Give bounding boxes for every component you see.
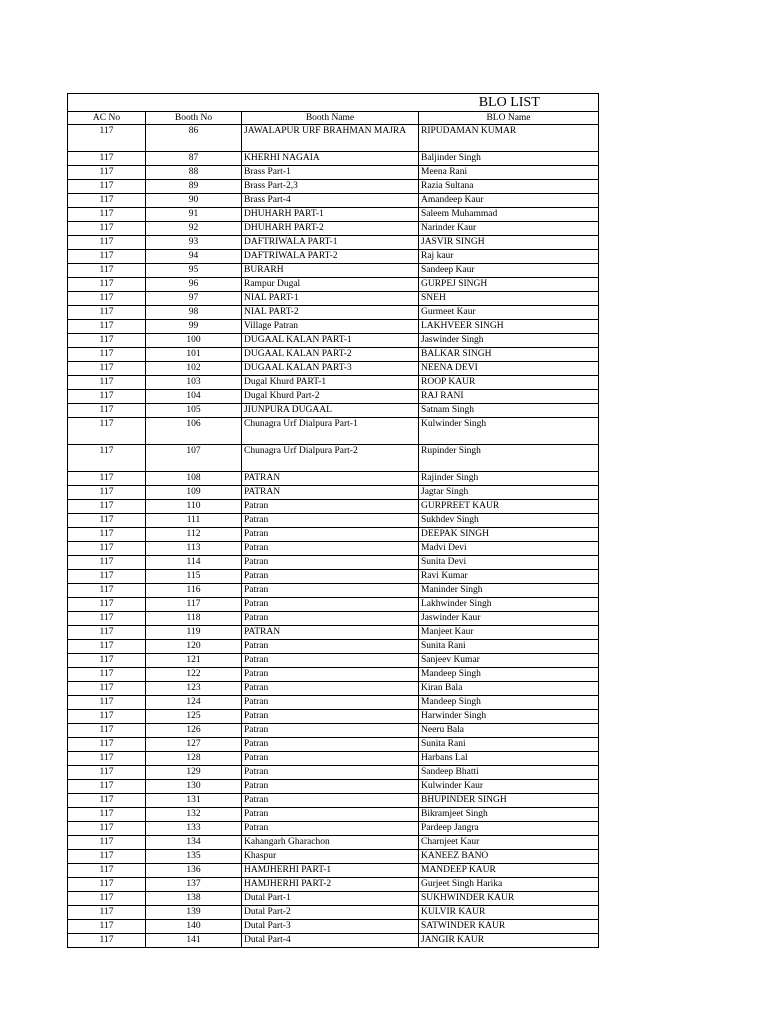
table-row (68, 236, 599, 250)
header-booth-no: Booth No (146, 112, 242, 125)
table-row (68, 724, 599, 738)
table-row (68, 194, 599, 208)
ac-no-cell: 117 (68, 612, 146, 626)
booth-name-cell: DUGAAL KALAN PART-3 (242, 362, 419, 376)
ac-no-cell: 117 (68, 404, 146, 418)
blo-name-cell: Sunita Rani (419, 738, 599, 752)
blo-name-cell: RAJ RANI (419, 390, 599, 404)
booth-no-cell: 94 (146, 250, 242, 264)
table-row (68, 278, 599, 292)
booth-no-cell: 136 (146, 864, 242, 878)
blo-name-cell: Harbans Lal (419, 752, 599, 766)
booth-no-cell: 93 (146, 236, 242, 250)
ac-no-cell: 117 (68, 626, 146, 640)
booth-no-cell: 106 (146, 418, 242, 445)
blo-name-cell: Jaswinder Kaur (419, 612, 599, 626)
booth-name-cell: Brass Part-1 (242, 166, 419, 180)
booth-name-cell: DAFTRIWALA PART-2 (242, 250, 419, 264)
table-row (68, 152, 599, 166)
table-row (68, 598, 599, 612)
booth-name-cell: Khaspur (242, 850, 419, 864)
booth-name-cell: DUGAAL KALAN PART-2 (242, 348, 419, 362)
booth-name-cell: Patran (242, 752, 419, 766)
blo-name-cell: BALKAR SINGH (419, 348, 599, 362)
booth-no-cell: 103 (146, 376, 242, 390)
ac-no-cell: 117 (68, 348, 146, 362)
booth-name-cell: DHUHARH PART-2 (242, 222, 419, 236)
booth-name-cell: DAFTRIWALA PART-1 (242, 236, 419, 250)
table-row (68, 738, 599, 752)
blo-name-cell: Kulwinder Kaur (419, 780, 599, 794)
booth-no-cell: 107 (146, 445, 242, 472)
booth-no-cell: 97 (146, 292, 242, 306)
ac-no-cell: 117 (68, 390, 146, 404)
booth-no-cell: 100 (146, 334, 242, 348)
blo-name-cell: Lakhwinder Singh (419, 598, 599, 612)
blo-name-cell: Jagtar Singh (419, 486, 599, 500)
ac-no-cell: 117 (68, 472, 146, 486)
booth-name-cell: KHERHI NAGAIA (242, 152, 419, 166)
table-row (68, 445, 599, 472)
blo-name-cell: JANGIR KAUR (419, 934, 599, 948)
ac-no-cell: 117 (68, 780, 146, 794)
booth-no-cell: 137 (146, 878, 242, 892)
blo-name-cell: SATWINDER KAUR (419, 920, 599, 934)
ac-no-cell: 117 (68, 640, 146, 654)
table-row (68, 864, 599, 878)
table-row (68, 584, 599, 598)
booth-no-cell: 86 (146, 125, 242, 152)
header-booth-name: Booth Name (242, 112, 419, 125)
ac-no-cell: 117 (68, 934, 146, 948)
booth-no-cell: 99 (146, 320, 242, 334)
table-row (68, 292, 599, 306)
table-row (68, 320, 599, 334)
blo-name-cell: JASVIR SINGH (419, 236, 599, 250)
ac-no-cell: 117 (68, 920, 146, 934)
blo-name-cell: MANDEEP KAUR (419, 864, 599, 878)
booth-no-cell: 134 (146, 836, 242, 850)
booth-no-cell: 88 (146, 166, 242, 180)
booth-name-cell: Patran (242, 682, 419, 696)
ac-no-cell: 117 (68, 180, 146, 194)
booth-name-cell: Rampur Dugal (242, 278, 419, 292)
ac-no-cell: 117 (68, 724, 146, 738)
blo-name-cell: Meena Rani (419, 166, 599, 180)
booth-no-cell: 92 (146, 222, 242, 236)
ac-no-cell: 117 (68, 500, 146, 514)
table-body (68, 125, 599, 948)
booth-name-cell: Patran (242, 654, 419, 668)
table-row (68, 404, 599, 418)
ac-no-cell: 117 (68, 418, 146, 445)
table-row (68, 696, 599, 710)
table-row (68, 878, 599, 892)
booth-name-cell: NIAL PART-1 (242, 292, 419, 306)
table-row (68, 556, 599, 570)
table-row (68, 514, 599, 528)
blo-name-cell: Sunita Rani (419, 640, 599, 654)
booth-no-cell: 89 (146, 180, 242, 194)
booth-no-cell: 126 (146, 724, 242, 738)
ac-no-cell: 117 (68, 320, 146, 334)
booth-name-cell: Patran (242, 710, 419, 724)
booth-name-cell: DHUHARH PART-1 (242, 208, 419, 222)
ac-no-cell: 117 (68, 278, 146, 292)
blo-name-cell: KULVIR KAUR (419, 906, 599, 920)
table-row (68, 362, 599, 376)
ac-no-cell: 117 (68, 766, 146, 780)
booth-name-cell: Patran (242, 668, 419, 682)
blo-name-cell: SUKHWINDER KAUR (419, 892, 599, 906)
table-row (68, 710, 599, 724)
booth-no-cell: 91 (146, 208, 242, 222)
booth-no-cell: 133 (146, 822, 242, 836)
blo-name-cell: LAKHVEER SINGH (419, 320, 599, 334)
table-row (68, 822, 599, 836)
ac-no-cell: 117 (68, 194, 146, 208)
table-row (68, 208, 599, 222)
booth-name-cell: Brass Part-4 (242, 194, 419, 208)
blo-name-cell: Saleem Muhammad (419, 208, 599, 222)
blo-name-cell: Sandeep Bhatti (419, 766, 599, 780)
table-row (68, 668, 599, 682)
table-row (68, 626, 599, 640)
ac-no-cell: 117 (68, 166, 146, 180)
ac-no-cell: 117 (68, 292, 146, 306)
table-row (68, 418, 599, 445)
table-row (68, 934, 599, 948)
blo-name-cell: Mandeep Singh (419, 668, 599, 682)
table-row (68, 892, 599, 906)
booth-name-cell: Patran (242, 612, 419, 626)
table-row (68, 348, 599, 362)
booth-no-cell: 122 (146, 668, 242, 682)
booth-no-cell: 95 (146, 264, 242, 278)
table-row (68, 500, 599, 514)
booth-no-cell: 98 (146, 306, 242, 320)
blo-name-cell: Rupinder Singh (419, 445, 599, 472)
ac-no-cell: 117 (68, 682, 146, 696)
blo-name-cell: Kulwinder Singh (419, 418, 599, 445)
booth-name-cell: Patran (242, 822, 419, 836)
booth-no-cell: 120 (146, 640, 242, 654)
blo-table (67, 93, 599, 948)
ac-no-cell: 117 (68, 696, 146, 710)
booth-no-cell: 110 (146, 500, 242, 514)
booth-name-cell: Dutal Part-3 (242, 920, 419, 934)
ac-no-cell: 117 (68, 514, 146, 528)
ac-no-cell: 117 (68, 668, 146, 682)
blo-name-cell: Manjeet Kaur (419, 626, 599, 640)
table-row (68, 222, 599, 236)
booth-name-cell: Patran (242, 724, 419, 738)
booth-no-cell: 111 (146, 514, 242, 528)
table-row (68, 306, 599, 320)
ac-no-cell: 117 (68, 445, 146, 472)
blo-name-cell: Gurjeet Singh Harika (419, 878, 599, 892)
booth-no-cell: 105 (146, 404, 242, 418)
ac-no-cell: 117 (68, 334, 146, 348)
table-row (68, 850, 599, 864)
blo-name-cell: Raj kaur (419, 250, 599, 264)
booth-name-cell: Patran (242, 738, 419, 752)
ac-no-cell: 117 (68, 125, 146, 152)
booth-name-cell: HAMJHERHI PART-2 (242, 878, 419, 892)
booth-no-cell: 121 (146, 654, 242, 668)
booth-name-cell: Patran (242, 500, 419, 514)
ac-no-cell: 117 (68, 850, 146, 864)
booth-name-cell: Patran (242, 542, 419, 556)
ac-no-cell: 117 (68, 264, 146, 278)
header-blo-name: BLO Name (419, 112, 599, 125)
booth-no-cell: 87 (146, 152, 242, 166)
blo-name-cell: Satnam Singh (419, 404, 599, 418)
table-row (68, 376, 599, 390)
booth-no-cell: 131 (146, 794, 242, 808)
ac-no-cell: 117 (68, 152, 146, 166)
ac-no-cell: 117 (68, 584, 146, 598)
booth-name-cell: Patran (242, 696, 419, 710)
booth-name-cell: Chunagra Urf Dialpura Part-2 (242, 445, 419, 472)
booth-no-cell: 109 (146, 486, 242, 500)
booth-name-cell: Patran (242, 528, 419, 542)
booth-name-cell: Patran (242, 598, 419, 612)
table-row (68, 166, 599, 180)
ac-no-cell: 117 (68, 864, 146, 878)
table-title: BLO LIST (419, 94, 599, 112)
booth-name-cell: PATRAN (242, 626, 419, 640)
header-ac-no: AC No (68, 112, 146, 125)
table-row (68, 486, 599, 500)
table-row (68, 780, 599, 794)
table-row (68, 682, 599, 696)
booth-no-cell: 129 (146, 766, 242, 780)
booth-no-cell: 128 (146, 752, 242, 766)
booth-name-cell: Brass Part-2,3 (242, 180, 419, 194)
booth-name-cell: Dugal Khurd Part-2 (242, 390, 419, 404)
booth-name-cell: Dutal Part-4 (242, 934, 419, 948)
blo-name-cell: RIPUDAMAN KUMAR (419, 125, 599, 152)
booth-name-cell: Village Patran (242, 320, 419, 334)
table-row (68, 654, 599, 668)
blo-name-cell: Jaswinder Singh (419, 334, 599, 348)
blo-name-cell: DEEPAK SINGH (419, 528, 599, 542)
table-row (68, 612, 599, 626)
title-blank-cell (68, 94, 419, 112)
ac-no-cell: 117 (68, 222, 146, 236)
booth-name-cell: Patran (242, 570, 419, 584)
booth-name-cell: Patran (242, 556, 419, 570)
table-row (68, 250, 599, 264)
booth-name-cell: Patran (242, 514, 419, 528)
ac-no-cell: 117 (68, 808, 146, 822)
booth-name-cell: DUGAAL KALAN PART-1 (242, 334, 419, 348)
blo-name-cell: GURPREET KAUR (419, 500, 599, 514)
blo-name-cell: Madvi Devi (419, 542, 599, 556)
blo-name-cell: Bikramjeet Singh (419, 808, 599, 822)
blo-list-sheet (67, 93, 598, 948)
table-row (68, 766, 599, 780)
ac-no-cell: 117 (68, 208, 146, 222)
ac-no-cell: 117 (68, 878, 146, 892)
booth-no-cell: 117 (146, 598, 242, 612)
blo-name-cell: Amandeep Kaur (419, 194, 599, 208)
booth-no-cell: 102 (146, 362, 242, 376)
table-row (68, 808, 599, 822)
blo-name-cell: Sukhdev Singh (419, 514, 599, 528)
booth-no-cell: 139 (146, 906, 242, 920)
ac-no-cell: 117 (68, 542, 146, 556)
ac-no-cell: 117 (68, 556, 146, 570)
booth-no-cell: 101 (146, 348, 242, 362)
blo-name-cell: ROOP KAUR (419, 376, 599, 390)
blo-name-cell: Maninder Singh (419, 584, 599, 598)
blo-name-cell: Rajinder Singh (419, 472, 599, 486)
ac-no-cell: 117 (68, 250, 146, 264)
table-row (68, 528, 599, 542)
booth-no-cell: 119 (146, 626, 242, 640)
booth-name-cell: BURARH (242, 264, 419, 278)
blo-name-cell: Kiran Bala (419, 682, 599, 696)
table-row (68, 390, 599, 404)
header-row (68, 112, 599, 125)
blo-name-cell: Ravi Kumar (419, 570, 599, 584)
booth-name-cell: Patran (242, 584, 419, 598)
ac-no-cell: 117 (68, 654, 146, 668)
ac-no-cell: 117 (68, 570, 146, 584)
table-row (68, 180, 599, 194)
booth-no-cell: 118 (146, 612, 242, 626)
ac-no-cell: 117 (68, 710, 146, 724)
blo-name-cell: Pardeep Jangra (419, 822, 599, 836)
booth-name-cell: PATRAN (242, 472, 419, 486)
booth-no-cell: 108 (146, 472, 242, 486)
table-row (68, 125, 599, 152)
booth-no-cell: 130 (146, 780, 242, 794)
booth-no-cell: 116 (146, 584, 242, 598)
booth-no-cell: 132 (146, 808, 242, 822)
blo-name-cell: Harwinder Singh (419, 710, 599, 724)
table-row (68, 472, 599, 486)
booth-no-cell: 124 (146, 696, 242, 710)
table-row (68, 794, 599, 808)
ac-no-cell: 117 (68, 236, 146, 250)
ac-no-cell: 117 (68, 376, 146, 390)
blo-name-cell: Sunita Devi (419, 556, 599, 570)
booth-no-cell: 135 (146, 850, 242, 864)
booth-no-cell: 141 (146, 934, 242, 948)
booth-name-cell: Chunagra Urf Dialpura Part-1 (242, 418, 419, 445)
table-row (68, 570, 599, 584)
booth-name-cell: HAMJHERHI PART-1 (242, 864, 419, 878)
booth-name-cell: Patran (242, 808, 419, 822)
ac-no-cell: 117 (68, 822, 146, 836)
blo-name-cell: Baljinder Singh (419, 152, 599, 166)
ac-no-cell: 117 (68, 794, 146, 808)
blo-name-cell: Sandeep Kaur (419, 264, 599, 278)
booth-name-cell: Patran (242, 780, 419, 794)
booth-name-cell: Dugal Khurd PART-1 (242, 376, 419, 390)
ac-no-cell: 117 (68, 486, 146, 500)
ac-no-cell: 117 (68, 598, 146, 612)
blo-name-cell: GURPEJ SINGH (419, 278, 599, 292)
booth-name-cell: Patran (242, 794, 419, 808)
blo-name-cell: NEENA DEVI (419, 362, 599, 376)
booth-name-cell: Patran (242, 766, 419, 780)
table-row (68, 836, 599, 850)
blo-name-cell: Mandeep Singh (419, 696, 599, 710)
booth-no-cell: 140 (146, 920, 242, 934)
table-row (68, 542, 599, 556)
ac-no-cell: 117 (68, 528, 146, 542)
booth-name-cell: PATRAN (242, 486, 419, 500)
booth-no-cell: 115 (146, 570, 242, 584)
blo-name-cell: SNEH (419, 292, 599, 306)
booth-no-cell: 123 (146, 682, 242, 696)
blo-name-cell: Gurmeet Kaur (419, 306, 599, 320)
ac-no-cell: 117 (68, 836, 146, 850)
table-row (68, 752, 599, 766)
ac-no-cell: 117 (68, 892, 146, 906)
table-row (68, 906, 599, 920)
booth-no-cell: 90 (146, 194, 242, 208)
booth-no-cell: 104 (146, 390, 242, 404)
ac-no-cell: 117 (68, 362, 146, 376)
blo-name-cell: Razia Sultana (419, 180, 599, 194)
ac-no-cell: 117 (68, 306, 146, 320)
booth-name-cell: Dutal Part-1 (242, 892, 419, 906)
booth-no-cell: 114 (146, 556, 242, 570)
table-row (68, 334, 599, 348)
booth-name-cell: Kahangarh Gharachon (242, 836, 419, 850)
table-row (68, 920, 599, 934)
table-row (68, 640, 599, 654)
booth-no-cell: 112 (146, 528, 242, 542)
booth-name-cell: JAWALAPUR URF BRAHMAN MAJRA (242, 125, 419, 152)
booth-no-cell: 125 (146, 710, 242, 724)
blo-name-cell: KANEEZ BANO (419, 850, 599, 864)
booth-no-cell: 138 (146, 892, 242, 906)
booth-no-cell: 113 (146, 542, 242, 556)
blo-name-cell: BHUPINDER SINGH (419, 794, 599, 808)
ac-no-cell: 117 (68, 906, 146, 920)
booth-no-cell: 127 (146, 738, 242, 752)
ac-no-cell: 117 (68, 752, 146, 766)
blo-name-cell: Neeru Bala (419, 724, 599, 738)
title-row (68, 94, 599, 112)
booth-name-cell: NIAL PART-2 (242, 306, 419, 320)
blo-name-cell: Narinder Kaur (419, 222, 599, 236)
blo-name-cell: Sanjeev Kumar (419, 654, 599, 668)
booth-name-cell: JIUNPURA DUGAAL (242, 404, 419, 418)
booth-no-cell: 96 (146, 278, 242, 292)
ac-no-cell: 117 (68, 738, 146, 752)
booth-name-cell: Dutal Part-2 (242, 906, 419, 920)
table-row (68, 264, 599, 278)
booth-name-cell: Patran (242, 640, 419, 654)
blo-name-cell: Charnjeet Kaur (419, 836, 599, 850)
